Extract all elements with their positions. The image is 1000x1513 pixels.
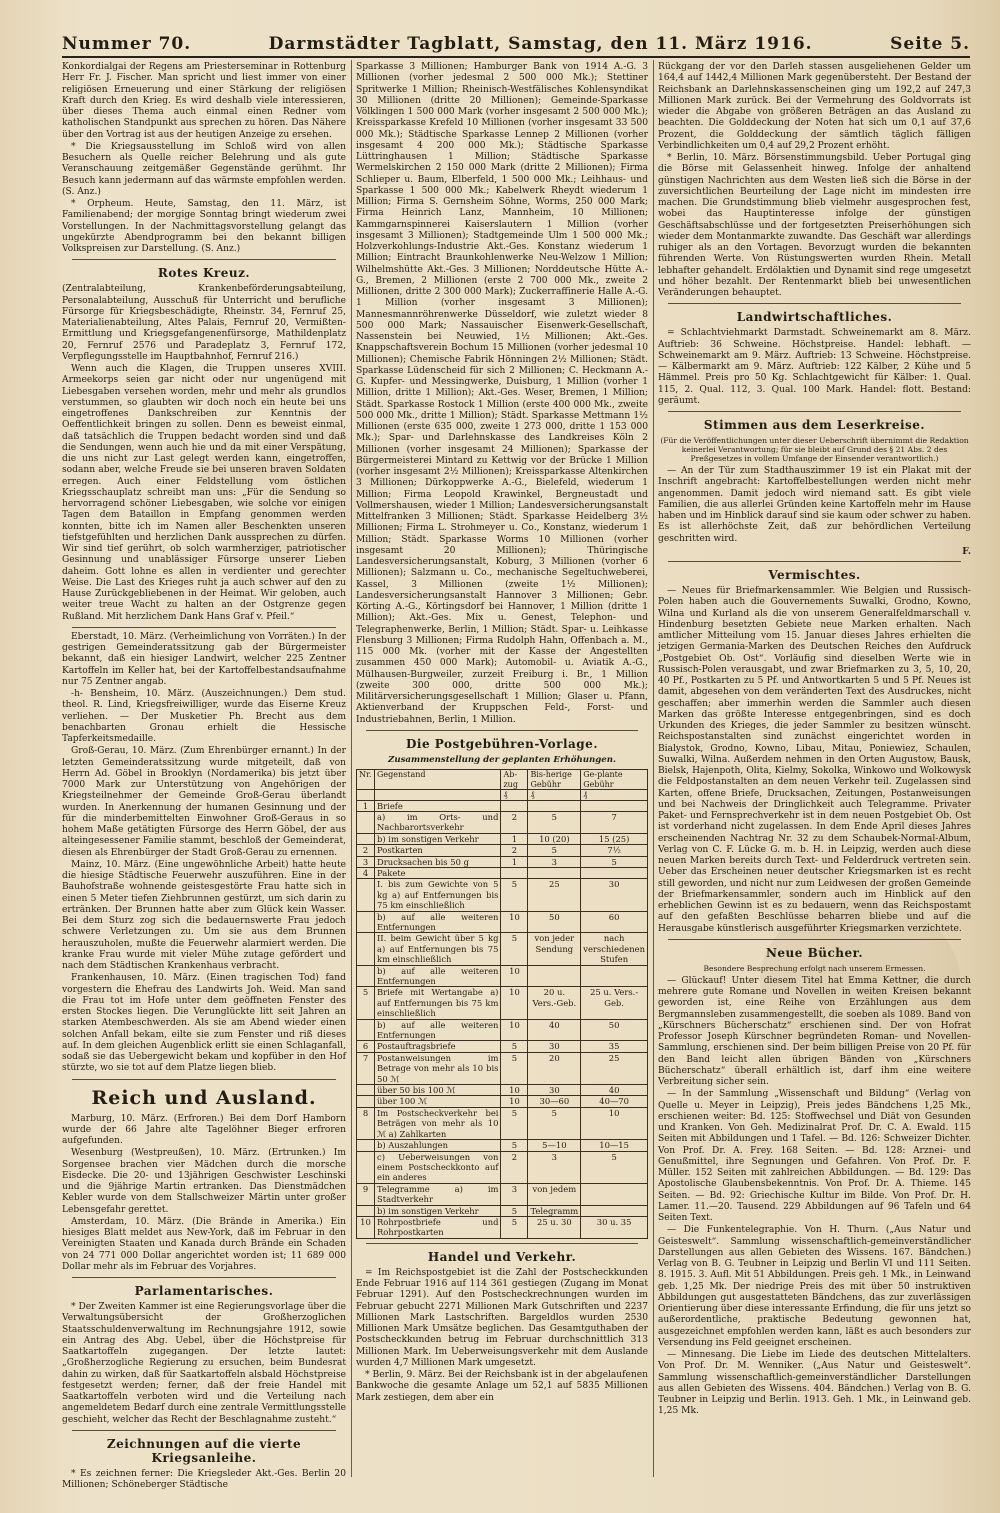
rotes-kreuz-addresses: (Zentralabteilung, Krankenbeförderungsabteilung, Personalabteilung, Ausschuß für Unterricht und berufliche Fürsorge für Kriegsbeschädigte, Rheinstr. 34, Fernruf 25, Materialienabteilung, Altes Palais, Fernruf 20, Vermißten-Ermittlung und Kriegsgefangenenfürsorge, Mathildenplatz 20, Fernruf 2576 und Paradeplatz 3, Fernruf 172, Verpflegungsstelle im Hauptbahnhof, Fernruf 216.) xyxy=(62,284,346,362)
column-2 xyxy=(356,62,648,1479)
row-gegenstand: b) im sonstigen Verkehr xyxy=(375,1205,501,1216)
header-bisherige: Bis-herige Gebühr xyxy=(528,770,581,790)
row-geplante: 40—70 xyxy=(581,1096,648,1107)
table-row xyxy=(357,833,648,844)
row-number xyxy=(357,965,375,987)
row-bisherige: 50 xyxy=(528,911,581,933)
row-gegenstand: Im Postscheckverkehr bei Beträgen von mehr als 10 ℳ a) Zahlkarten xyxy=(375,1107,501,1139)
row-gegenstand: Postanweisungen im Betrage von mehr als 10 bis 50 ℳ xyxy=(375,1052,501,1084)
heading-handel-verkehr: Handel und Verkehr. xyxy=(427,1249,577,1264)
table-row xyxy=(357,1205,648,1216)
row-gegenstand: Telegramme a) im Stadtverkehr xyxy=(375,1183,501,1205)
header-nr: Nr. xyxy=(357,770,375,790)
row-number xyxy=(357,811,375,833)
row-geplante: 30 xyxy=(581,879,648,911)
row-bisherige: von jeder Sendung xyxy=(528,933,581,965)
row-bisherige: 20 u. Vers.-Geb. xyxy=(528,987,581,1019)
row-number xyxy=(357,1096,375,1107)
masthead-rule xyxy=(62,56,970,58)
row-gegenstand: c) Ueberweisungen von einem Postscheckkonto auf ein anderes xyxy=(375,1151,501,1183)
article-kriegsausstellung: * Die Kriegsausstellung im Schloß wird von allen Besuchern als Quelle reicher Belehrung und als gute Veranschauung zeitgemäßer Gegenstände gerühmt. Ihr Besuch kann jedermann auf das wärmste empfohlen werden. (S. Anz.) xyxy=(62,141,346,197)
row-bisherige: 5—10 xyxy=(528,1140,581,1151)
row-bisherige: 3 xyxy=(528,1151,581,1183)
article-marburg: Marburg, 10. März. (Erfroren.) Bei dem Dorf Hamborn wurde der 66 Jahre alte Tagelöhner Bieger erfroren aufgefunden. xyxy=(62,1113,346,1146)
row-gegenstand: Postkarten xyxy=(375,845,501,856)
row-gegenstand: über 100 ℳ xyxy=(375,1096,501,1107)
row-geplante xyxy=(581,867,648,878)
table-row xyxy=(357,987,648,1019)
table-header-row xyxy=(357,770,648,790)
row-geplante: 5 xyxy=(581,1151,648,1183)
table-row xyxy=(357,911,648,933)
row-number xyxy=(357,1151,375,1183)
article-wesenberg: Wesenburg (Westpreußen), 10. März. (Ertrunken.) Im Sorgensee brachen vier Mädchen durch die morsche Eisdecke. Die 20- und 13jährigen Geschwister Leschinski und die 9jährige Martin ertranken. Das Dienstmädchen Kebler wurde von dem Stallschweizer Märtin unter großer Lebensgefahr gerettet. xyxy=(62,1148,346,1215)
header-geplante: Ge-plante Gebühr xyxy=(581,770,648,790)
row-number: 3 xyxy=(357,856,375,867)
section-rule xyxy=(72,627,336,628)
row-abzug: 5 xyxy=(501,1140,528,1151)
row-gegenstand: über 50 bis 100 ℳ xyxy=(375,1085,501,1096)
row-geplante: nach verschiedenen Stufen xyxy=(581,933,648,965)
heading-postgebuehren: Die Postgebühren-Vorlage. xyxy=(405,736,598,751)
row-gegenstand: Postauftragsbriefe xyxy=(375,1041,501,1052)
table-row xyxy=(357,1140,648,1151)
table-body xyxy=(357,800,648,1238)
row-number xyxy=(357,911,375,933)
row-gegenstand: b) auf alle weiteren Entfernungen xyxy=(375,1019,501,1041)
row-abzug: 2 xyxy=(501,1151,528,1183)
row-number xyxy=(357,879,375,911)
letter-signature: F. xyxy=(962,545,971,557)
row-number xyxy=(357,1140,375,1151)
section-rule xyxy=(72,259,336,260)
row-gegenstand: b) im sonstigen Verkehr xyxy=(375,833,501,844)
review-wissenschaft-bildung: — In der Sammlung „Wissenschaft und Bildung“ (Verlag von Quelle u. Meyer in Leipzig), Preis jedes Bändchens 1,25 Mk., erschienen weiter: Bd. 125: Stoffwechsel und Diät von Gesunden und Kranken. Von Geh. Medizinalrat Prof. Dr. C. A. Ewald. 115 Seiten mit Abbildungen und 1 Tafel. — Bd. 126: Schweizer Dichter. Von Prof. Dr. A. Frey. 168 Seiten. — Bd. 128: Arznei- und Genußmittel, ihre Segnungen und Gefahren. Von Prof. Dr. F. Müller. 152 Seiten mit zahlreichen Abbildungen. — Bd. 129: Das Apostolische Glaubensbekenntnis. Von Prof. Dr. A. Thieme. 145 Seiten. — Bd. 92: Griechische Kultur im Bilde. Von Prof. Dr. H. Lamer. 11.—20. Tausend. 229 Abbildungen auf 96 Tafeln und 64 Seiten Text. xyxy=(658,1089,971,1223)
section-rule xyxy=(668,939,961,940)
row-gegenstand: I. bis zum Gewichte von 5 kg a) auf Entfernungen bis 75 km einschließlich xyxy=(375,879,501,911)
row-bisherige: 30—60 xyxy=(528,1096,581,1107)
row-bisherige: 5 xyxy=(528,811,581,833)
row-geplante xyxy=(581,1205,648,1216)
newspaper-title: Darmstädter Tagblatt, Samstag, den 11. März 1916. xyxy=(268,34,813,54)
article-postscheck: = Im Reichspostgebiet ist die Zahl der Postscheckkunden Ende Februar 1916 auf 114 361 gestiegen (Zugang im Monat Februar 1291). Auf den Postscheckrechnungen wurden im Februar gebucht 2271 Millionen Mark Gutschriften und 2237 Millionen Mark Lastschriften. Bargeldlos wurden 2530 Millionen Mark Umsätze beglichen. Das Gesamtguthaben der Postscheckkunden betrug im Februar durchschnittlich 313 Millionen Mark. Im Ueberweisungsverkehr mit dem Auslande wurden 4,7 Millionen Mark umgesetzt. xyxy=(356,1267,648,1368)
table-row xyxy=(357,1019,648,1041)
row-number: 9 xyxy=(357,1183,375,1205)
row-abzug: 10 xyxy=(501,965,528,987)
row-abzug: 5 xyxy=(501,933,528,965)
table-row xyxy=(357,1107,648,1139)
row-number xyxy=(357,833,375,844)
header-gegenstand: Gegenstand xyxy=(375,770,501,790)
row-bisherige: 3 xyxy=(528,856,581,867)
heading-kriegsanleihe: Zeichnungen auf die vierte Kriegsanleihe. xyxy=(106,1436,302,1465)
row-bisherige: von jedem xyxy=(528,1183,581,1205)
article-frankenhausen: Frankenhausen, 10. März. (Einen tragischen Tod) fand vorgestern die Ehefrau des Landwirts Joh. Weid. Man sand die Frau tot im Hofe unter dem geöffneten Fenster des ersten Stockes liegen. Die Verunglückte litt seit Jahren an starken Atembeschwerden. Als sie am Abend wieder einen solchen Anfall bekam, eilte sie zum Fenster und riß dieses auf. In dem gleichen Augenblick erlitt sie einen Schlaganfall, sodaß sie das Uebergewicht bekam und kopfüber in den Hof stürzte, wo sie tot auf dem Platze liegen blieb. xyxy=(62,973,346,1074)
table-row xyxy=(357,845,648,856)
row-abzug: 10 xyxy=(501,1085,528,1096)
row-geplante: 30 u. 35 xyxy=(581,1216,648,1238)
unit-cell xyxy=(375,790,501,801)
row-number xyxy=(357,1205,375,1216)
row-bisherige xyxy=(528,867,581,878)
row-gegenstand: II. beim Gewicht über 5 kg a) auf Entfernungen bis 75 km einschließlich xyxy=(375,933,501,965)
section-rule xyxy=(366,730,638,731)
table-row xyxy=(357,965,648,987)
row-abzug: 5 xyxy=(501,1052,528,1084)
row-gegenstand: b) Auszahlungen xyxy=(375,1140,501,1151)
rotes-kreuz-letter: Wenn auch die Klagen, die Truppen unseres XVIII. Armeekorps seien gar nicht oder nur ungenügend mit Liebesgaben versehen worden, mehr und mehr als grundlos verstummen, so glaubten wir doch noch ein heute bei uns eingetroffenes Dankschreiben zur Kenntnis der Oeffentlichkeit bringen zu sollen. Denn es beweist einmal, daß tatsächlich die Truppen bedacht worden sind und daß die Sendungen, wenn auch hie und da mit einer Verspätung, die uns nicht zur Last gelegt werden kann, eingetroffen, sodann aber, welche Freude sie bei unseren braven Soldaten erregen. Auch einer Feldstellung vom östlichen Kriegsschauplatz schreibt man uns: „Für die Sendung so hervorragend schöner Liebesgaben, wie solche vor einigen Tagen dem Bataillon in Empfang genommen werden konnten, bitte ich im Namen aller Beschenkten unseren tiefstgefühlten und herzlichen Dank aussprechen zu dürfen. Wir sind tief gerührt, ob solch warmherziger, patriotischer Gesinnung und unablässiger Fürsorge unserer Lieben daheim. Gott lohne es allen in verdienter und gerechter Weise. Die Last des Krieges ruht ja auch schwer auf den zu Hause Zurückgebliebenen in der Heimat. Wir geloben, auch weiter treue Wacht zu halten an der Ostgrenze gegen Rußland. Mit herzlichem Dank Hans Graf v. Pfeil.“ xyxy=(62,364,346,622)
article-bensheim: -h- Bensheim, 10. März. (Auszeichnungen.) Dem stud. theol. R. Lind, Kriegsfreiwilliger, wurde das Eiserne Kreuz verliehen. — Der Musketier Ph. Brecht aus dem benachbarten Gronau erhielt die Hessische Tapferkeitsmedaille. xyxy=(62,689,346,744)
row-geplante: 10—15 xyxy=(581,1140,648,1151)
unit-cell xyxy=(357,790,375,801)
row-geplante: 60 xyxy=(581,911,648,933)
article-gross-gerau: Groß-Gerau, 10. März. (Zum Ehrenbürger ernannt.) In der letzten Gemeinderatssitzung wurde mitgeteilt, daß von Herrn Ad. Göbel in Brooklyn (Nordamerika) bis jetzt über 7000 Mark zur Unterstützung von Angehörigen der Kriegsteilnehmer der Gemeinde Groß-Gerau überlandt wurden. In Anerkennung der humanen Gesinnung und der für die minderbemittelten Einwohner Groß-Geraus in so hohem Maße getätigten Fürsorge des Herrn Göbel, der aus alteingesessener Familie stammt, beschloß der Gemeinderat, diesen als Ehrenbürger der Stadt Groß-Gerau zu ernennen. xyxy=(62,746,346,858)
table-row xyxy=(357,811,648,833)
table-row xyxy=(357,1052,648,1084)
row-number: 8 xyxy=(357,1107,375,1139)
row-gegenstand: b) auf alle weiteren Entfernungen xyxy=(375,965,501,987)
row-abzug: 5 xyxy=(501,1205,528,1216)
header-abzug: Ab-zug xyxy=(501,770,528,790)
heading-leserkreise: Stimmen aus dem Leserkreise. xyxy=(703,418,926,432)
row-geplante xyxy=(581,965,648,987)
table-row xyxy=(357,1085,648,1096)
table-row xyxy=(357,1096,648,1107)
table-row xyxy=(357,800,648,811)
row-number: 6 xyxy=(357,1041,375,1052)
row-bisherige xyxy=(528,800,581,811)
row-abzug: 5 xyxy=(501,1216,528,1238)
zeichnungen-list: Sparkasse 3 Millionen; Hamburger Bank von 1914 A.-G. 3 Millionen (vorher jedesmal 2 500 000 Mk.); Stettiner Spritwerke 1 Million; Rheinisch-Westfälisches Kohlensyndikat 30 Millionen (dritte 20 Millionen); Gemeinde-Sparkasse Völklingen 1 500 000 Mark (vorher insgesamt 2 500 000 Mk.); Kreissparkasse Krefeld 10 Millionen (vorher insgesamt 33 500 000 Mk.); Städtische Sparkasse Lennep 2 Millionen (vorher insgesamt 4 200 000 Mk.); Städtische Sparkasse Lüttringhausen 1 Million; Städtische Sparkasse Wermelskirchen 2 150 000 Mark (dritte 2 Millionen); Firma Schlieper u. Baum, Elberfeld, 1 500 000 Mk.; Leihhaus- und Sparkasse 1 500 000 Mk.; Kabelwerk Rheydt wiederum 1 Million; Firma S. Gernsheim Söhne, Worms, 250 000 Mark; Firma Heinrich Lanz, Mannheim, 10 Millionen; Kammgarnspinnerei Kaiserslautern 1 Million (vorher insgesamt 3 Millionen); Stadtgemeinde Ulm 1 500 000 Mk.; Holzverkohlungs-Industrie Akt.-Ges. Konstanz wiederum 1 Million; Eintracht Braunkohlenwerke Neu-Welzow 1 Million; Wilhelmshütte Akt.-Ges. 3 Millionen; Norddeutsche Hütte A.-G., Bremen, 2 Millionen (erste 2 700 000 Mk., zweite 2 Millionen, dritte 2 300 000 Mark); Zuckerraffinerie Halle A.-G. 1 Million (vorher insgesamt 3 Millionen); Mannesmannröhrenwerke Düsseldorf, wie zuletzt wieder 8 500 000 Mark; Nassauischer Eisenwerk-Gesellschaft, Nassenstein bei Neuwied, 1½ Millionen; Akt.-Ges. Knappschaftsverein Bochum 15 Millionen (vorher jedesmal 10 Millionen); Chemische Fabrik Hönningen 2½ Millionen; Städt. Sparkasse Lüdenscheid für sich 2 Millionen; C. Heckmann A.-G. Kupfer- und Messingwerke, Duisburg, 1 Million (vorher 1 Million, dritte 1 Million); Akt.-Ges. Weser, Bremen, 1 Million; Städt. Sparkasse Rostock 1 Million (erste 400 000 Mk., zweite 500 000 Mk., dritte 1 Million); Städt. Sparkasse Mettmann 1½ Millionen (erste 635 000, zweite 1 273 000, dritte 1 153 000 Mk.); Spar- und Darlehnskasse des Landkreises Köln 2 Millionen (vorher insgesamt 24 Millionen); Sparkasse der Bürgermeisterei Mintard zu Kettwig vor der Brücke 1 Million (vorher insgesamt 2½ Millionen); Kreissparkasse Altenkirchen 3 Millionen; Dürkoppwerke A.-G., Bielefeld, wiederum 1 Million; Firma Leopold Krawinkel, Bergneustadt und Vollmershausen, wieder 1 Million; Landesversicherungsanstalt Mittelfranken 3 Millionen; Städt. Sparkasse Heidelberg 3½ Millionen; Firma L. Strohmeyer u. Co., Konstanz, wiederum 1 Million; Städt. Sparkasse Worms 10 Millionen (vorher insgesamt 20 Millionen); Thüringische Landesversicherungsanstalt, Koburg, 3 Millionen (vorher 6 Millionen); Salzmann u. Co., mechanische Segeltuchweberei, Kassel, 3 Millionen (zweite 1½ Millionen); Landesversicherungsanstalt Hannover 3 Millionen; Gebr. Körting A.-G., Körtingsdorf bei Hannover, 1 Million (dritte 1 Million); Akt.-Ges. Mix u. Genest, Telephon- und Telegraphenwerke, Berlin, 1 Million; Städt. Spar- u. Leihkasse Flensburg 3 Millionen; Firma Rudolph Hahn, Offenbach a. M., 115 000 Mk. (vorher mit der Kasse der Angestellten zusammen 450 000 Mark); Automobil- u. Aviatik A.-G., Mülhausen-Burgweiler, zurzeit Freiburg i. Br., 1 Million (zweite 300 000, dritte 500 000 Mk.); Militärversicherungsgesellschaft 1 Million; Glaser u. Pfann, Aktienverband der Kruppschen Feld-, Forst- und Industriebahnen, Berlin, 1 Million. xyxy=(356,62,648,725)
issue-number: Nummer 70. xyxy=(62,34,192,54)
heading-reich-und-ausland: Reich und Ausland. xyxy=(91,1086,317,1109)
row-abzug: 1 xyxy=(501,856,528,867)
article-reichsbank: * Berlin, 9. März. Bei der Reichsbank ist in der abgelaufenen Bankwoche die gesamte Anlage um 52,1 auf 5835 Millionen Mark zestiegen, dem aber ein xyxy=(356,1370,648,1403)
section-rule xyxy=(366,1243,638,1244)
row-number: 7 xyxy=(357,1052,375,1084)
section-rule xyxy=(668,303,961,304)
row-geplante xyxy=(581,800,648,811)
row-bisherige: 40 xyxy=(528,1019,581,1041)
unit-abzug: ₰ xyxy=(501,790,528,801)
column-1 xyxy=(62,62,346,1490)
row-geplante: 10 xyxy=(581,1107,648,1139)
row-abzug: 5 xyxy=(501,1107,528,1139)
unit-geplante: ₰ xyxy=(581,790,648,801)
row-geplante: 50 xyxy=(581,1019,648,1041)
row-abzug: 3 xyxy=(501,1183,528,1205)
row-gegenstand: a) im Orts- und Nachbarortsverkehr xyxy=(375,811,501,833)
row-number: 5 xyxy=(357,987,375,1019)
unit-bisherige: ₰ xyxy=(528,790,581,801)
heading-landwirtschaftliches: Landwirtschaftliches. xyxy=(736,310,893,325)
row-geplante: 40 xyxy=(581,1085,648,1096)
subtitle-neue-buecher: Besondere Besprechung erfolgt nach unserem Ermessen. xyxy=(703,963,926,973)
table-row xyxy=(357,1151,648,1183)
table-subtitle: Zusammenstellung der geplanten Erhöhungen. xyxy=(388,754,616,765)
row-abzug: 10 xyxy=(501,987,528,1019)
row-abzug: 2 xyxy=(501,845,528,856)
row-bisherige: 30 xyxy=(528,1085,581,1096)
row-geplante: 15 (25) xyxy=(581,833,648,844)
article-vortrag: Konkordialgai der Regens am Priesterseminar in Rottenburg Herr Fr. J. Fischer. Man spricht und liest immer von einer religiösen Erneuerung und einer Stärkung der religiösen Kraft durch den Krieg. Es wird deshalb viele interessieren, über dieses Thema auch einmal einen Redner vom katholischen Standpunkt aus sprechen zu hören. Das Nähere über den Vortrag ist aus der heutigen Anzeige zu ersehen. xyxy=(62,62,346,140)
row-bisherige: 10 (20) xyxy=(528,833,581,844)
row-geplante: 7½ xyxy=(581,845,648,856)
row-gegenstand: Briefe mit Wertangabe a) auf Entfernungen bis 75 km einschließlich xyxy=(375,987,501,1019)
article-amsterdam: Amsterdam, 10. März. (Die Brände in Amerika.) Ein hiesiges Blatt meldet aus New-York, daß im Februar in den Vereinigten Staaten und Kanada durch Brände ein Schaden von 24 771 000 Dollar angerichtet worden ist; 11 689 000 Dollar mehr als im Februar des Vorjahres. xyxy=(62,1216,346,1272)
heading-vermischtes: Vermischtes. xyxy=(768,568,861,582)
row-bisherige: 25 u. 30 xyxy=(528,1216,581,1238)
row-geplante: 7 xyxy=(581,811,648,833)
section-rule xyxy=(72,1079,336,1080)
row-gegenstand: Rohrpostbriefe und Rohrpostkarten xyxy=(375,1216,501,1238)
table-row xyxy=(357,867,648,878)
column-divider xyxy=(653,60,654,1477)
review-minnesang: — Minnesang. Die Liebe im Liede des deutschen Mittelalters. Von Prof. Dr. M. Wenniker. („Aus Natur und Geisteswelt“. Sammlung wissenschaftlich-gemeinverständlicher Darstellungen aus allen Gebieten des Wissens. 404. Bändchen.) Verlag von B. G. Teubner in Leipzig und Berlin. 1913. Geh. 1 Mk., in Leinwand geb. 1,25 Mk. xyxy=(658,1350,971,1417)
column-divider xyxy=(351,60,352,1477)
heading-rotes-kreuz: Rotes Kreuz. xyxy=(157,266,251,281)
article-orpheum: * Orpheum. Heute, Samstag, den 11. März, ist Familienabend; der morgige Sonntag bringt wiederum zwei Vorstellungen. In der Nachmittagsvorstellung gelangt das ungekürzte Abendprogramm bei den bekannt billigen Volkspreisen zur Darstellung. (S. Anz.) xyxy=(62,199,346,254)
row-number xyxy=(357,1085,375,1096)
article-kartoffeln: — An der Tür zum Stadthauszimmer 19 ist ein Plakat mit der Inschrift angebracht: Kartoffelbestellungen werden nicht mehr angenommen. Damit jedoch wird niemand satt. Es gibt viele Familien, die aus allerlei Gründen keine Kartoffeln mehr im Hause haben und im Hinblick darauf sind sie kaum oder schwer zu haben. Es ist allerhöchste Zeit, daß zur behördlichen Verteilung geschritten wird. xyxy=(658,466,971,544)
row-geplante xyxy=(581,1183,648,1205)
row-number: 10 xyxy=(357,1216,375,1238)
row-gegenstand: Briefe xyxy=(375,800,501,811)
row-abzug: 10 xyxy=(501,1096,528,1107)
masthead xyxy=(62,28,970,54)
heading-neue-buecher: Neue Bücher. xyxy=(765,945,864,960)
article-schlachtviehmarkt: = Schlachtviehmarkt Darmstadt. Schweinemarkt am 8. März. Auftrieb: 36 Schweine. Höchstpreise. Handel: lebhaft. — Schweinemarkt am 9. März. Auftrieb: 13 Schweine. Höchstpreise. — Kälbermarkt am 9. März. Auftrieb: 122 Kälber, 2 Kühe und 5 Hämmel. Preis pro 50 Kg. Schlachtgewicht für Kälber: 1. Qual. 115, 2. Qual. 112, 3. Qual. 100 Mark. Handel: flott. Bestand: geräumt. xyxy=(658,328,971,406)
postgebuehren-table xyxy=(356,769,648,1239)
table-row xyxy=(357,879,648,911)
section-rule xyxy=(668,561,961,562)
row-number xyxy=(357,1019,375,1041)
row-bisherige xyxy=(528,965,581,987)
row-geplante: 5 xyxy=(581,856,648,867)
row-bisherige: 20 xyxy=(528,1052,581,1084)
row-number: 4 xyxy=(357,867,375,878)
row-abzug xyxy=(501,867,528,878)
row-gegenstand: Pakete xyxy=(375,867,501,878)
row-geplante: 25 xyxy=(581,1052,648,1084)
row-bisherige: 30 xyxy=(528,1041,581,1052)
row-geplante: 25 u. Vers.-Geb. xyxy=(581,987,648,1019)
table-row xyxy=(357,1183,648,1205)
column-3 xyxy=(658,62,971,1479)
row-abzug: 1 xyxy=(501,833,528,844)
row-bisherige: 25 xyxy=(528,879,581,911)
row-abzug: 2 xyxy=(501,811,528,833)
disclaimer-leserkreise: (Für die Veröffentlichungen unter dieser Ueberschrift übernimmt die Redaktion keinerlei Verantwortung; für sie bleibt auf Grund des § 21 Abs. 2 des Preßgesetzes in vollem Umfange der Einsender verantwortlich.) xyxy=(660,436,969,463)
row-gegenstand: Drucksachen bis 50 g xyxy=(375,856,501,867)
review-funkentelegraphie: — Die Funkentelegraphie. Von H. Thurn. („Aus Natur und Geisteswelt“. Sammlung wissenschaftlich-gemeinverständlicher Darstellungen aus allen Gebieten des Wissens. 167. Bändchen.) Verlag von B. G. Teubner in Leipzig und Berlin VI und 111 Seiten. 8. 1915. 3. Aufl. Mit 51 Abbildungen. Preis geh. 1 Mk., in Leinwand geb. 1,25 Mk. Der niedrige Preis des mit über 50 instruktiven Abbildungen gut ausgestatteten Bändchens, das zur zuverlässigen Orientierung über diese interessante Erfindung, die für uns jetzt so außerordentliche, praktische Bedeutung gewonnen hat, ausgezeichnet empfohlen werden kann, läßt es auch besonders zur Versendung ins Feld geeignet erscheinen. xyxy=(658,1225,971,1348)
article-boersenstimmung: * Berlin, 10. März. Börsenstimmungsbild. Ueber Portugal ging die Börse mit Gelassenheit hinweg. Infolge der anhaltend günstigen Nachrichten aus dem Westen ließ sich die Börse in der zuversichtlichen Beurteilung der Lage nicht im mindesten irre machen. Die Grundstimmung blieb vielmehr ausgesprochen fest, wobei das Hauptinteresse infolge der günstigen Geschäftsabschlüsse und der fortgesetzten Preiserhöhungen sich wieder dem Montanmarkte zuwandte. Das Geschäft war allerdings ruhiger als an den Vortagen. Bevorzugt wurden die bekannten führenden Werte. Von Rüstungswerten wurden Rhein. Metall lebhafter gehandelt. Erdölaktien und Dynamit sind rege umgesetzt und höher bezahlt. Der Rentenmarkt blieb bei unwesentlichen Veränderungen behauptet. xyxy=(658,153,971,298)
row-number: 1 xyxy=(357,800,375,811)
page-number: Seite 5. xyxy=(890,34,970,54)
row-abzug: 5 xyxy=(501,1041,528,1052)
row-abzug xyxy=(501,800,528,811)
row-abzug: 10 xyxy=(501,1019,528,1041)
table-unit-row xyxy=(357,790,648,801)
table-row xyxy=(357,933,648,965)
row-number xyxy=(357,933,375,965)
article-mainz: Mainz, 10. März. (Eine ungewöhnliche Arbeit) hatte heute die hiesige Städtische Feuerwehr auszuführen. Eine in der Bauhofstraße wohnende geistesgestörte Frau hatte sich in einen 5 Meter tiefen Ziehbrunnen gestürzt, um sich darin zu ertränken. Der Brunnen hatte aber zum Glück kein Wasser. Bei dem Sturz zog sich die bedauernswerte Frau jedoch schwere Verletzungen zu. Um sie aus dem Brunnen herauszuholen, mußte die Feuerwehr alarmiert werden. Die kranke Frau wurde mit vieler Mühe zutage gefördert und nach dem Städtischen Krankenhaus verbracht. xyxy=(62,859,346,971)
row-bisherige: 5 xyxy=(528,1107,581,1139)
row-bisherige: Telegramm xyxy=(528,1205,581,1216)
row-abzug: 5 xyxy=(501,879,528,911)
article-eberstadt: Eberstadt, 10. März. (Verheimlichung von Vorräten.) In der gestrigen Gemeinderatssitzung gab der Bürgermeister bekannt, daß ein hiesiger Landwirt, welcher 225 Zentner Kartoffeln im Keller hat, bei der Kartoffelbestandsaufnahme nur 75 Zentner angab. xyxy=(62,631,346,687)
table-row xyxy=(357,1216,648,1238)
table-row xyxy=(357,856,648,867)
row-number: 2 xyxy=(357,845,375,856)
row-abzug: 10 xyxy=(501,911,528,933)
table-row xyxy=(357,1041,648,1052)
review-glueckauf: — Glückauf! Unter diesem Titel hat Emma Kettner, die durch mehrere gute Romane und Novellen in weiten Kreisen bekannt geworden ist, eine Reihe von Erzählungen aus dem Bergmannsleben zusammengestellt, die soeben als 1089. Band von „Kürschners Bücherschatz“ erschienen sind. Der von Hofrat Professor Joseph Kürschner begründeten Roman- und Novellen-Sammlung, erschienen sind. Der beim billigen Preise von 20 Pf. für den Band leicht allen übrigen Bänden von „Kürschners Bücherschatz“ überall erhältlich ist, darf ihm eine weitere Verbreitung sicher sein. xyxy=(658,975,971,1087)
article-briefmarken: — Neues für Briefmarkensammler. Wie Belgien und Russisch-Polen haben auch die Gouvernements Suwalki, Grodno, Kowno, Wilna und Kurland als die von unserem Generalfeldmarschall v. Hindenburg besetzten Gebiete neue Marken erhalten. Nach amtlicher Mitteilung vom 15. Januar dieses Jahres erhielten die jetzigen Germania-Marken des Deutschen Reiches den Aufdruck „Postgebiet Ob. Ost“. Vorläufig sind dieselben Werte wie in Russisch-Polen verausgabt, und zwar Briefmarken zu 3, 5, 10, 20, 40 Pf., Postkarten zu 5 Pf. und Antwortkarten 5 und 5 Pf. Neues ist damit, abgesehen von dem veränderten Text des Ausdruckes, nicht geschaffen; aber immerhin werden die Sammler auch diesen Marken das größte Interesse entgegenbringen, sind es doch Urkunden des Krieges, die jeder Sammler zu besitzen wünscht. Reichspostanstalten sind zunächst eingerichtet worden in Bialystok, Grodno, Kowno, Libau, Mitau, Poniewiez, Schaulen, Suwalki, Wilna. Außerdem nehmen in den Orten Augustow, Bausk, Bielsk, Hajenpoth, Olita, Kielmy, Sokolka, Winkowo und Wolkowysk die Feldpostanstalten an dem neuen Verkehr teil. Zugelassen sind Karten, offene Briefe, Drucksachen, Zeitungen, Postanweisungen und bei Nachweis der Dringlichkeit auch Telegramme. Privater Paket- und Fernsprechverkehr ist in dem neuen Postgebiet Ob. Ost ist vorderhand nicht zugelassen. In dem Ende April dieses Jahres erscheinenden Nachtrag Nr. 32 zu dem Schaubek-Normal-Album, Verlag von C. F. Lücke G. m. b. H. in Leipzig, werden auch diese neuen Marken bereits durch Text- und Felderdruck vertreten sein. Ueber das Erscheinen neuer deutscher Kriegsmarken ist es recht still geworden, und nicht nur zum Leidwesen der großen Gemeinde der Briefmarkensammler, sondern auch im Hinblick auf den erheblichen Gewinn ist es zu bedauern, wenn das Reichspostamt auf den gefaßten Beschlüsse beharren bliebe und auf die Herausgabe künstlerisch ausgeführter Kriegsmarken verzichtete. xyxy=(658,586,971,934)
heading-parlamentarisches: Parlamentarisches. xyxy=(134,1284,274,1298)
section-rule xyxy=(668,411,961,412)
article-zeichnungen: * Es zeichnen ferner: Die Kriegsleder Akt.-Ges. Berlin 20 Millionen; Schöneberger Städtische xyxy=(62,1468,346,1490)
section-rule xyxy=(72,1277,336,1278)
article-reichsbank-cont: Rückgang der vor den Darleh stassen ausgeliehenen Gelder um 164,4 auf 1442,4 Millionen Mark gegenübersteht. Der Bestand der Reichsbank an Darlehnskassenscheinen ging um 192,2 auf 247,3 Millionen Mark zurück. Bei der Vermehrung des Goldvorrats ist wieder die Abgabe von größeren Beträgen an das Ausland zu beachten. Die Golddeckung der Noten hat sich um 0,1 auf 37,6 Prozent, die Golddeckung der sämtlich täglich fälligen Verbindlichkeiten um 0,4 auf 29,2 Prozent erhöht. xyxy=(658,62,971,151)
row-geplante: 35 xyxy=(581,1041,648,1052)
row-bisherige: 5 xyxy=(528,845,581,856)
section-rule xyxy=(72,1430,336,1431)
row-gegenstand: b) auf alle weiteren Entfernungen xyxy=(375,911,501,933)
article-parlament: * Der Zweiten Kammer ist eine Regierungsvorlage über die Verwaltungsübersicht der Großherzoglichen Staatsschuldenverwaltung im Rechnungsjahre 1912, sowie ein Antrag des Abg. Uebel, über die Höchstpreise für Saatkartoffeln zugegangen. Der letzte lautet: „Großherzogliche Regierung zu ersuchen, beim Bundesrat dahin zu wirken, daß für Saatkartoffeln alsbald Höchstpreise festgesetzt werden; ferner, daß der freie Handel mit Saatkartoffeln verboten wird und die Verteilung nach angemeldetem Bedarf durch eine zentrale Vermittlungsstelle geschieht, welcher das Recht der Beschlagnahme zusteht.“ xyxy=(62,1302,346,1425)
